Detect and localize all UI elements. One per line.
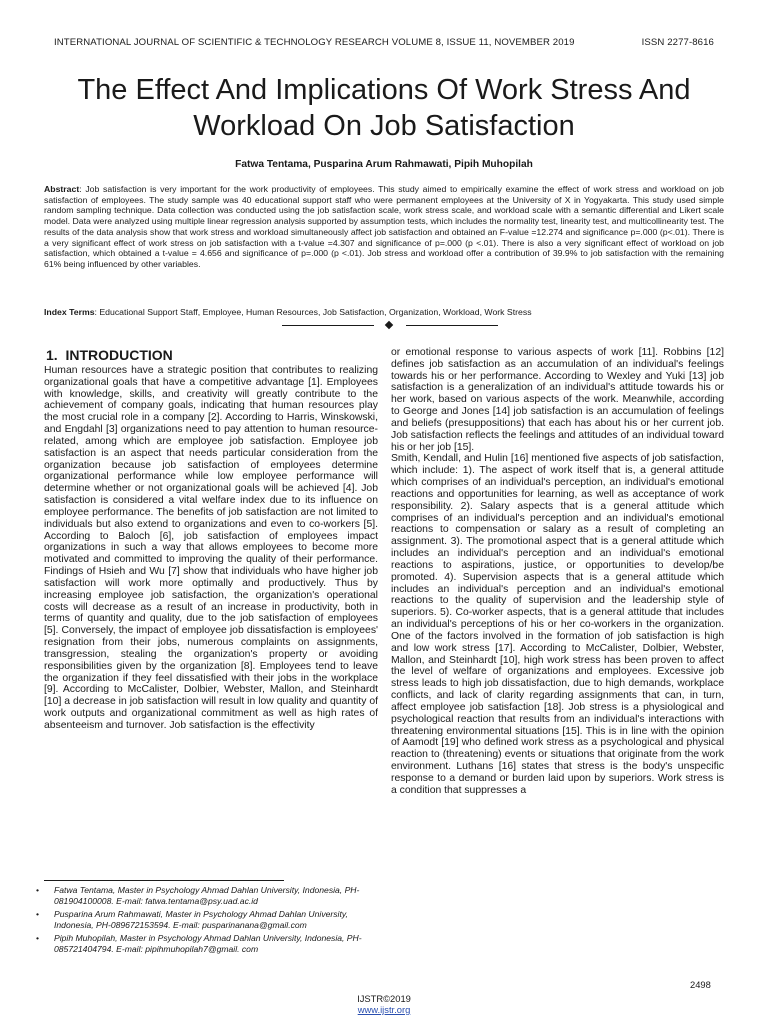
footnote-item — [30, 909, 380, 931]
abstract-label: Abstract — [44, 184, 80, 194]
paper-title: The Effect And Implications Of Work Stress And Workload On Job Satisfaction — [77, 74, 691, 142]
index-terms — [44, 307, 724, 318]
author-list: Fatwa Tentama, Pusparina Arum Rahmawati, Pipih Muhopilah — [235, 159, 533, 170]
journal-website-link[interactable]: www.ijstr.org — [357, 1004, 411, 1015]
footer-url-wrap — [0, 1004, 768, 1015]
body-paragraph: Human resources have a strategic position that contributes to realizing organizational goals that have a competitive advantage [1]. Employees with knowledge, skills, and creativity will greatly contribute to the achievement of company goals, indicating that human resources play the most crucial role in a company [2]. According to Harris, Winskowski, and Engdahl [3] organizations need to pay attention to human resource-related, among which are employee job satisfaction. Employee job satisfaction is an aspect that needs particular consideration from the organization because job satisfaction of employees determine organizational performance while low employee performance will determine whether or not organizational goals will be achieved [4]. Job satisfaction is considered a vital welfare index due to its influence on employee performance. The benefits of job satisfaction are not limited to individuals but also extend to organizations and even to co-workers [5]. According to Baloch [6], job satisfaction of employees impact organizations in such a way that allows employees to become more motivated and committed to improving the quality of their performance. Findings of Hsieh and Wu [7] show that individuals who have higher job satisfaction will work more optimally and productively. Thus by increasing employee job satisfaction, the organization's operational costs will decrease as a result of an increase in productivity, both in terms of quantity and quality, due to the job satisfaction of employees [5]. Conversely, the impact of employee job dissatisfaction is employees' resignation from their jobs, numerous complaints on assignments, transgression, stealing the organization's property or avoiding responsibilities given by the organization [8]. Employees tend to leave the organization if they feel dissatisfied with their jobs in the workplace [9]. According to McCalister, Dolbier, Webster, Mallon, and Steinhardt [10] a decrease in job satisfaction will result in low quality and quantity of work outputs and organizational commitment as well as high rates of absenteeism and turnover. Job satisfaction is the effectivity — [44, 365, 378, 731]
section-title: INTRODUCTION — [65, 347, 173, 363]
footer-copyright: IJSTR©2019 — [357, 993, 411, 1004]
abstract — [44, 184, 724, 270]
section-divider — [282, 320, 498, 330]
divider-line-left — [282, 325, 374, 326]
journal-name: INTERNATIONAL JOURNAL OF SCIENTIFIC & TECHNOLOGY RESEARCH VOLUME 8, ISSUE 11, NOVEMBER 2019 — [54, 37, 575, 48]
bullet-icon: • — [36, 885, 40, 895]
section-number: 1. — [46, 347, 58, 363]
running-head — [54, 37, 714, 51]
footnote-text: Pipih Muhopilah, Master in Psychology Ahmad Dahlan University, Indonesia, PH-085721404794. E-mail: pipihmuhopilah7@gmail. com — [54, 932, 362, 954]
footnote-text: Fatwa Tentama, Master in Psychology Ahmad Dahlan University, Indonesia, PH-081904100008. E-mail: fatwa.tentama@psy.uad.ac.id — [54, 885, 360, 906]
index-terms-text: : Educational Support Staff, Employee, Human Resources, Job Satisfaction, Organization, Workload, Work Stress — [94, 307, 532, 317]
divider-line-right — [406, 325, 498, 326]
index-terms-label: Index Terms — [44, 307, 95, 317]
issn: ISSN 2277-8616 — [641, 37, 714, 48]
abstract-text: : Job satisfaction is very important for the work productivity of employees. This study aimed to empirically examine the effect of work stress and workload on job satisfaction of employees. The study sample was 40 educational support staff who were permanent employees at the University of X in Yogyakarta. This study used simple random sampling technique. Data collection was conducted using the job satisfaction scale, work stress scale, and workload scale with a semantic differential and Likert scale model. Data were analyzed using multiple linear regression analysis supported by assumption tests, which includes the normality test, linearity test, and multicollinearity test. The results of the data analysis show that work stress and workload simultaneously affect job satisfaction and obtained an F-value =12.274 and significance p=.000 (p<.01). There is a very significant effect of work stress on job satisfaction with a t-value =4.307 and significance of p=.000 (p <.01). There is also a very significant effect of workload on job satisfaction, which obtained a t-value = 4.656 and significance of p=.000 (p <.01). Job stress and workload offer a contribution of 39.9% to job satisfaction with the remaining 61% being influenced by other variables. — [44, 184, 724, 269]
body-paragraph: Smith, Kendall, and Hulin [16] mentioned five aspects of job satisfaction, which include: 1). The aspect of work itself that is, a general attitude which comprises of an individual's perception, an individual's emotional reactions and opportunities for learning, as well as acceptance of work responsibility. 2). Salary aspects that is a general attitude which comprises of an individual's perception and an individual's emotional reactions to compensation or salary as a result of completing an assignment. 3). The promotional aspect that is a general attitude which includes an individual's perception and an individual's emotional reactions to aspirations, justice, or opportunities to develop/be promoted. 4). Supervision aspects that is a general attitude which includes an individual's perception and an individual's emotional reactions to the quality of supervision and the leadership style of superiors. 5). Co-worker aspects, that is a general attitude that includes an individual's perceptions of his or her co-workers in the organization. One of the factors involved in the formation of job satisfaction is high and low work stress [17]. According to McCalister, Dolbier, Webster, Mallon, and Steinhardt [10], high work stress has been proven to affect the level of welfare of organizations and employees. Excessive job stress leads to high job dissatisfaction, due to high demands, workplace conflicts, and lack of clarity regarding assignments that can, in turn, affect employee job satisfaction [18]. Job stress is a physiological and psychological reaction that results from an individual's interactions with threatening environmental situations [15]. This is in line with the opinion of Aamodt [19] who defined work stress as a psychological and physical reaction to (threatening) events or situations that originate from the work environment. Luthans [16] states that stress is the body's unspecific response to a demand or burden laid upon by superiors. Work stress is a condition that suppresses a — [391, 453, 724, 796]
footnote-item — [30, 933, 380, 955]
footnote-text: Pusparina Arum Rahmawati, Master in Psychology Ahmad Dahlan University, Indonesia, PH-089672153594. E-mail: pusparinanana@gmail.com — [54, 908, 348, 930]
page-number: 2498 — [690, 979, 711, 990]
bullet-icon: • — [36, 908, 40, 919]
author-footnotes — [30, 885, 380, 957]
left-column — [44, 347, 378, 732]
body-paragraph: or emotional response to various aspects of work [11]. Robbins [12] defines job satisfaction as an accumulation of an individual's feelings towards his or her performance. According to Wexley and Yuki [13] job satisfaction is a generalization of an individual's attitude towards his or her work, based on various aspects of the work. Meanwhile, according to George and Jones [14] job satisfaction is an accumulation of feelings and beliefs (presuppositions) that each has about his or her current job. Job satisfaction reflects the feelings and attitudes of an individual toward his or her job [15]. — [391, 347, 724, 453]
diamond-icon — [385, 320, 393, 328]
section-heading — [46, 347, 378, 364]
footnote-item — [30, 885, 380, 907]
right-column — [391, 347, 724, 796]
bullet-icon: • — [36, 932, 40, 943]
footnote-rule — [44, 880, 284, 881]
